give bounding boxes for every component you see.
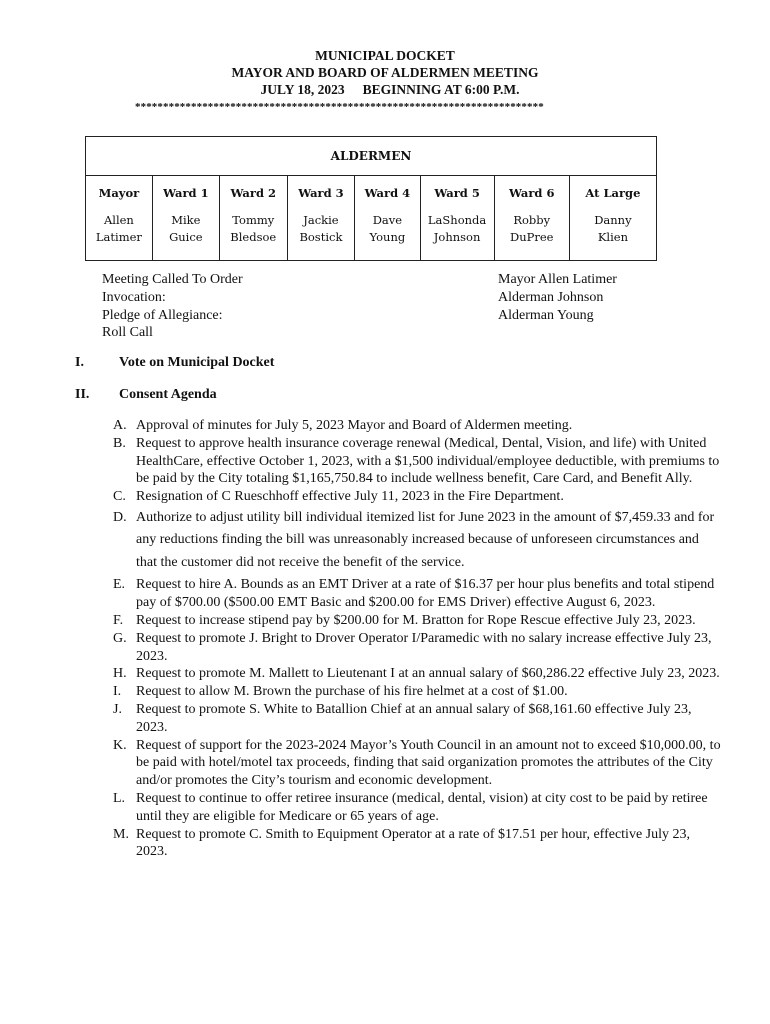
consent-item-letter: L. bbox=[113, 791, 126, 807]
meeting-name: MAYOR AND BOARD OF ALDERMEN MEETING bbox=[231, 65, 539, 80]
opening-item: Meeting Called To Order bbox=[102, 272, 243, 287]
consent-item bbox=[113, 737, 723, 790]
member-first-name: Danny bbox=[594, 213, 632, 227]
member-last-name: Klien bbox=[597, 230, 628, 244]
consent-item bbox=[113, 576, 723, 612]
aldermen-member-name bbox=[494, 209, 569, 261]
opening-item: Invocation: bbox=[102, 289, 166, 305]
member-last-name: DuPree bbox=[509, 230, 554, 244]
consent-item bbox=[113, 488, 723, 506]
meeting-time: BEGINNING AT 6:00 P.M. bbox=[362, 82, 520, 97]
aldermen-column-header: Ward 3 bbox=[287, 176, 355, 210]
consent-item-text: Request to allow M. Brown the purchase of his fire helmet at a cost of $1.00. bbox=[136, 684, 568, 700]
consent-item bbox=[113, 665, 723, 683]
opening-item: Roll Call bbox=[102, 325, 153, 341]
opening-items bbox=[102, 271, 243, 342]
docket-header bbox=[0, 47, 770, 98]
aldermen-member-name bbox=[152, 209, 219, 261]
aldermen-header-row bbox=[86, 176, 657, 210]
aldermen-column-header: Ward 1 bbox=[152, 176, 219, 210]
consent-item-text: Request to promote C. Smith to Equipment Operator at a rate of $17.51 per hour, effective July 23, 2023. bbox=[136, 826, 690, 860]
consent-item-letter: A. bbox=[113, 418, 127, 433]
consent-item bbox=[113, 790, 723, 826]
consent-item-letter: H. bbox=[113, 666, 127, 682]
consent-item-text: Request to promote J. Bright to Drover Operator I/Paramedic with no salary increase effective July 23, 2023. bbox=[136, 630, 712, 664]
consent-item-letter: J. bbox=[113, 702, 122, 718]
consent-item-letter: F. bbox=[113, 613, 124, 629]
section-consent-agenda bbox=[75, 387, 217, 403]
aldermen-member-name bbox=[355, 209, 420, 261]
consent-item-letter: G. bbox=[113, 630, 127, 646]
consent-item bbox=[113, 435, 723, 488]
opening-assignee: Alderman Johnson bbox=[498, 289, 604, 305]
aldermen-names-row bbox=[86, 209, 657, 261]
aldermen-column-header: Ward 6 bbox=[494, 176, 569, 210]
consent-item-letter: B. bbox=[113, 435, 126, 451]
opening-assignee: Mayor Allen Latimer bbox=[498, 272, 617, 287]
member-first-name: Tommy bbox=[232, 213, 275, 227]
aldermen-member-name bbox=[287, 209, 355, 261]
member-last-name: Latimer bbox=[95, 230, 142, 244]
aldermen-column-header: At Large bbox=[569, 176, 656, 210]
consent-item-letter: E. bbox=[113, 577, 126, 593]
section-number: II. bbox=[75, 387, 90, 402]
opening-item: Pledge of Allegiance: bbox=[102, 307, 223, 323]
consent-item bbox=[113, 683, 723, 701]
aldermen-member-name bbox=[219, 209, 287, 261]
member-last-name: Young bbox=[369, 230, 406, 244]
opening-assignee: Alderman Young bbox=[498, 307, 594, 323]
meeting-date: JULY 18, 2023 bbox=[260, 82, 345, 97]
consent-item-text: Request to continue to offer retiree insurance (medical, dental, vision) at city cost to be paid by retiree until they are eligible for Medicare or 65 years of age. bbox=[136, 791, 708, 824]
section-vote-on-docket bbox=[75, 355, 274, 371]
consent-item bbox=[113, 612, 723, 630]
consent-item-text: Request of support for the 2023-2024 Mayor’s Youth Council in an amount not to exceed $10,000.00, to be paid with hotel/motel tax proceeds, finding that said organization promotes the attributes of the City and/or promotes the City’s tourism and economic development. bbox=[136, 737, 721, 789]
consent-item-text: Request to increase stipend pay by $200.00 for M. Bratton for Rope Rescue effective July 23, 2023. bbox=[136, 613, 696, 629]
section-number: I. bbox=[75, 355, 84, 370]
consent-item-text: Authorize to adjust utility bill individual itemized list for June 2023 in the amount of $7,459.33 and for any reductions finding the bill was unreasonably increased because of unforeseen circumstances and that the customer did not receive the benefit of the service. bbox=[136, 509, 715, 570]
consent-item-text: Approval of minutes for July 5, 2023 Mayor and Board of Aldermen meeting. bbox=[136, 418, 573, 433]
consent-item-letter: C. bbox=[113, 489, 126, 505]
member-first-name: Dave bbox=[372, 213, 403, 227]
aldermen-member-name bbox=[420, 209, 494, 261]
section-title: Consent Agenda bbox=[119, 387, 217, 402]
consent-item bbox=[113, 630, 723, 666]
aldermen-table bbox=[85, 136, 657, 261]
aldermen-column-header: Ward 5 bbox=[420, 176, 494, 210]
consent-item-text: Request to approve health insurance coverage renewal (Medical, Dental, Vision, and life) with United HealthCare, effective October 1, 2023, with a $1,500 individual/employee deductible, with premiums to be paid by the City totaling $1,165,750.84 to include wellness benefit, Care Card, and Benefit Ally. bbox=[136, 435, 720, 487]
star-divider: ************************************************************************* bbox=[135, 101, 544, 113]
member-last-name: Bostick bbox=[299, 230, 343, 244]
consent-item-text: Request to hire A. Bounds as an EMT Driver at a rate of $16.37 per hour plus benefits and total stipend pay of $700.00 ($500.00 EMT Basic and $200.00 for EMS Driver) effective August 6, 2023. bbox=[136, 577, 715, 611]
consent-item bbox=[113, 701, 723, 737]
meeting-date-time bbox=[0, 81, 770, 98]
member-first-name: Jackie bbox=[303, 213, 339, 227]
member-first-name: Allen bbox=[103, 213, 134, 227]
consent-item-letter: I. bbox=[113, 684, 122, 700]
aldermen-table-title: ALDERMEN bbox=[86, 137, 657, 176]
consent-item-text: Resignation of C Rueschhoff effective July 11, 2023 in the Fire Department. bbox=[136, 489, 564, 505]
aldermen-member-name bbox=[569, 209, 656, 261]
consent-item-text: Request to promote S. White to Batallion Chief at an annual salary of $68,161.60 effective July 23, 2023. bbox=[136, 702, 692, 735]
aldermen-column-header: Mayor bbox=[86, 176, 153, 210]
docket-title: MUNICIPAL DOCKET bbox=[315, 48, 455, 63]
section-title: Vote on Municipal Docket bbox=[119, 355, 275, 370]
consent-item-letter: K. bbox=[113, 737, 127, 753]
consent-item-letter: M. bbox=[113, 826, 129, 842]
member-first-name: LaShonda bbox=[427, 213, 487, 227]
consent-item bbox=[113, 417, 723, 435]
member-last-name: Guice bbox=[169, 230, 203, 244]
consent-item-letter: D. bbox=[113, 509, 127, 525]
opening-assignees bbox=[498, 271, 617, 324]
consent-item-text: Request to promote M. Mallett to Lieutenant I at an annual salary of $60,286.22 effective July 23, 2023. bbox=[136, 666, 720, 682]
member-first-name: Mike bbox=[171, 213, 201, 227]
consent-item bbox=[113, 826, 723, 862]
consent-item bbox=[113, 507, 723, 575]
aldermen-column-header: Ward 4 bbox=[355, 176, 420, 210]
aldermen-column-header: Ward 2 bbox=[219, 176, 287, 210]
member-last-name: Johnson bbox=[433, 230, 481, 244]
member-last-name: Bledsoe bbox=[230, 230, 277, 244]
member-first-name: Robby bbox=[513, 213, 551, 227]
aldermen-member-name bbox=[86, 209, 153, 261]
consent-agenda-list bbox=[113, 417, 723, 861]
